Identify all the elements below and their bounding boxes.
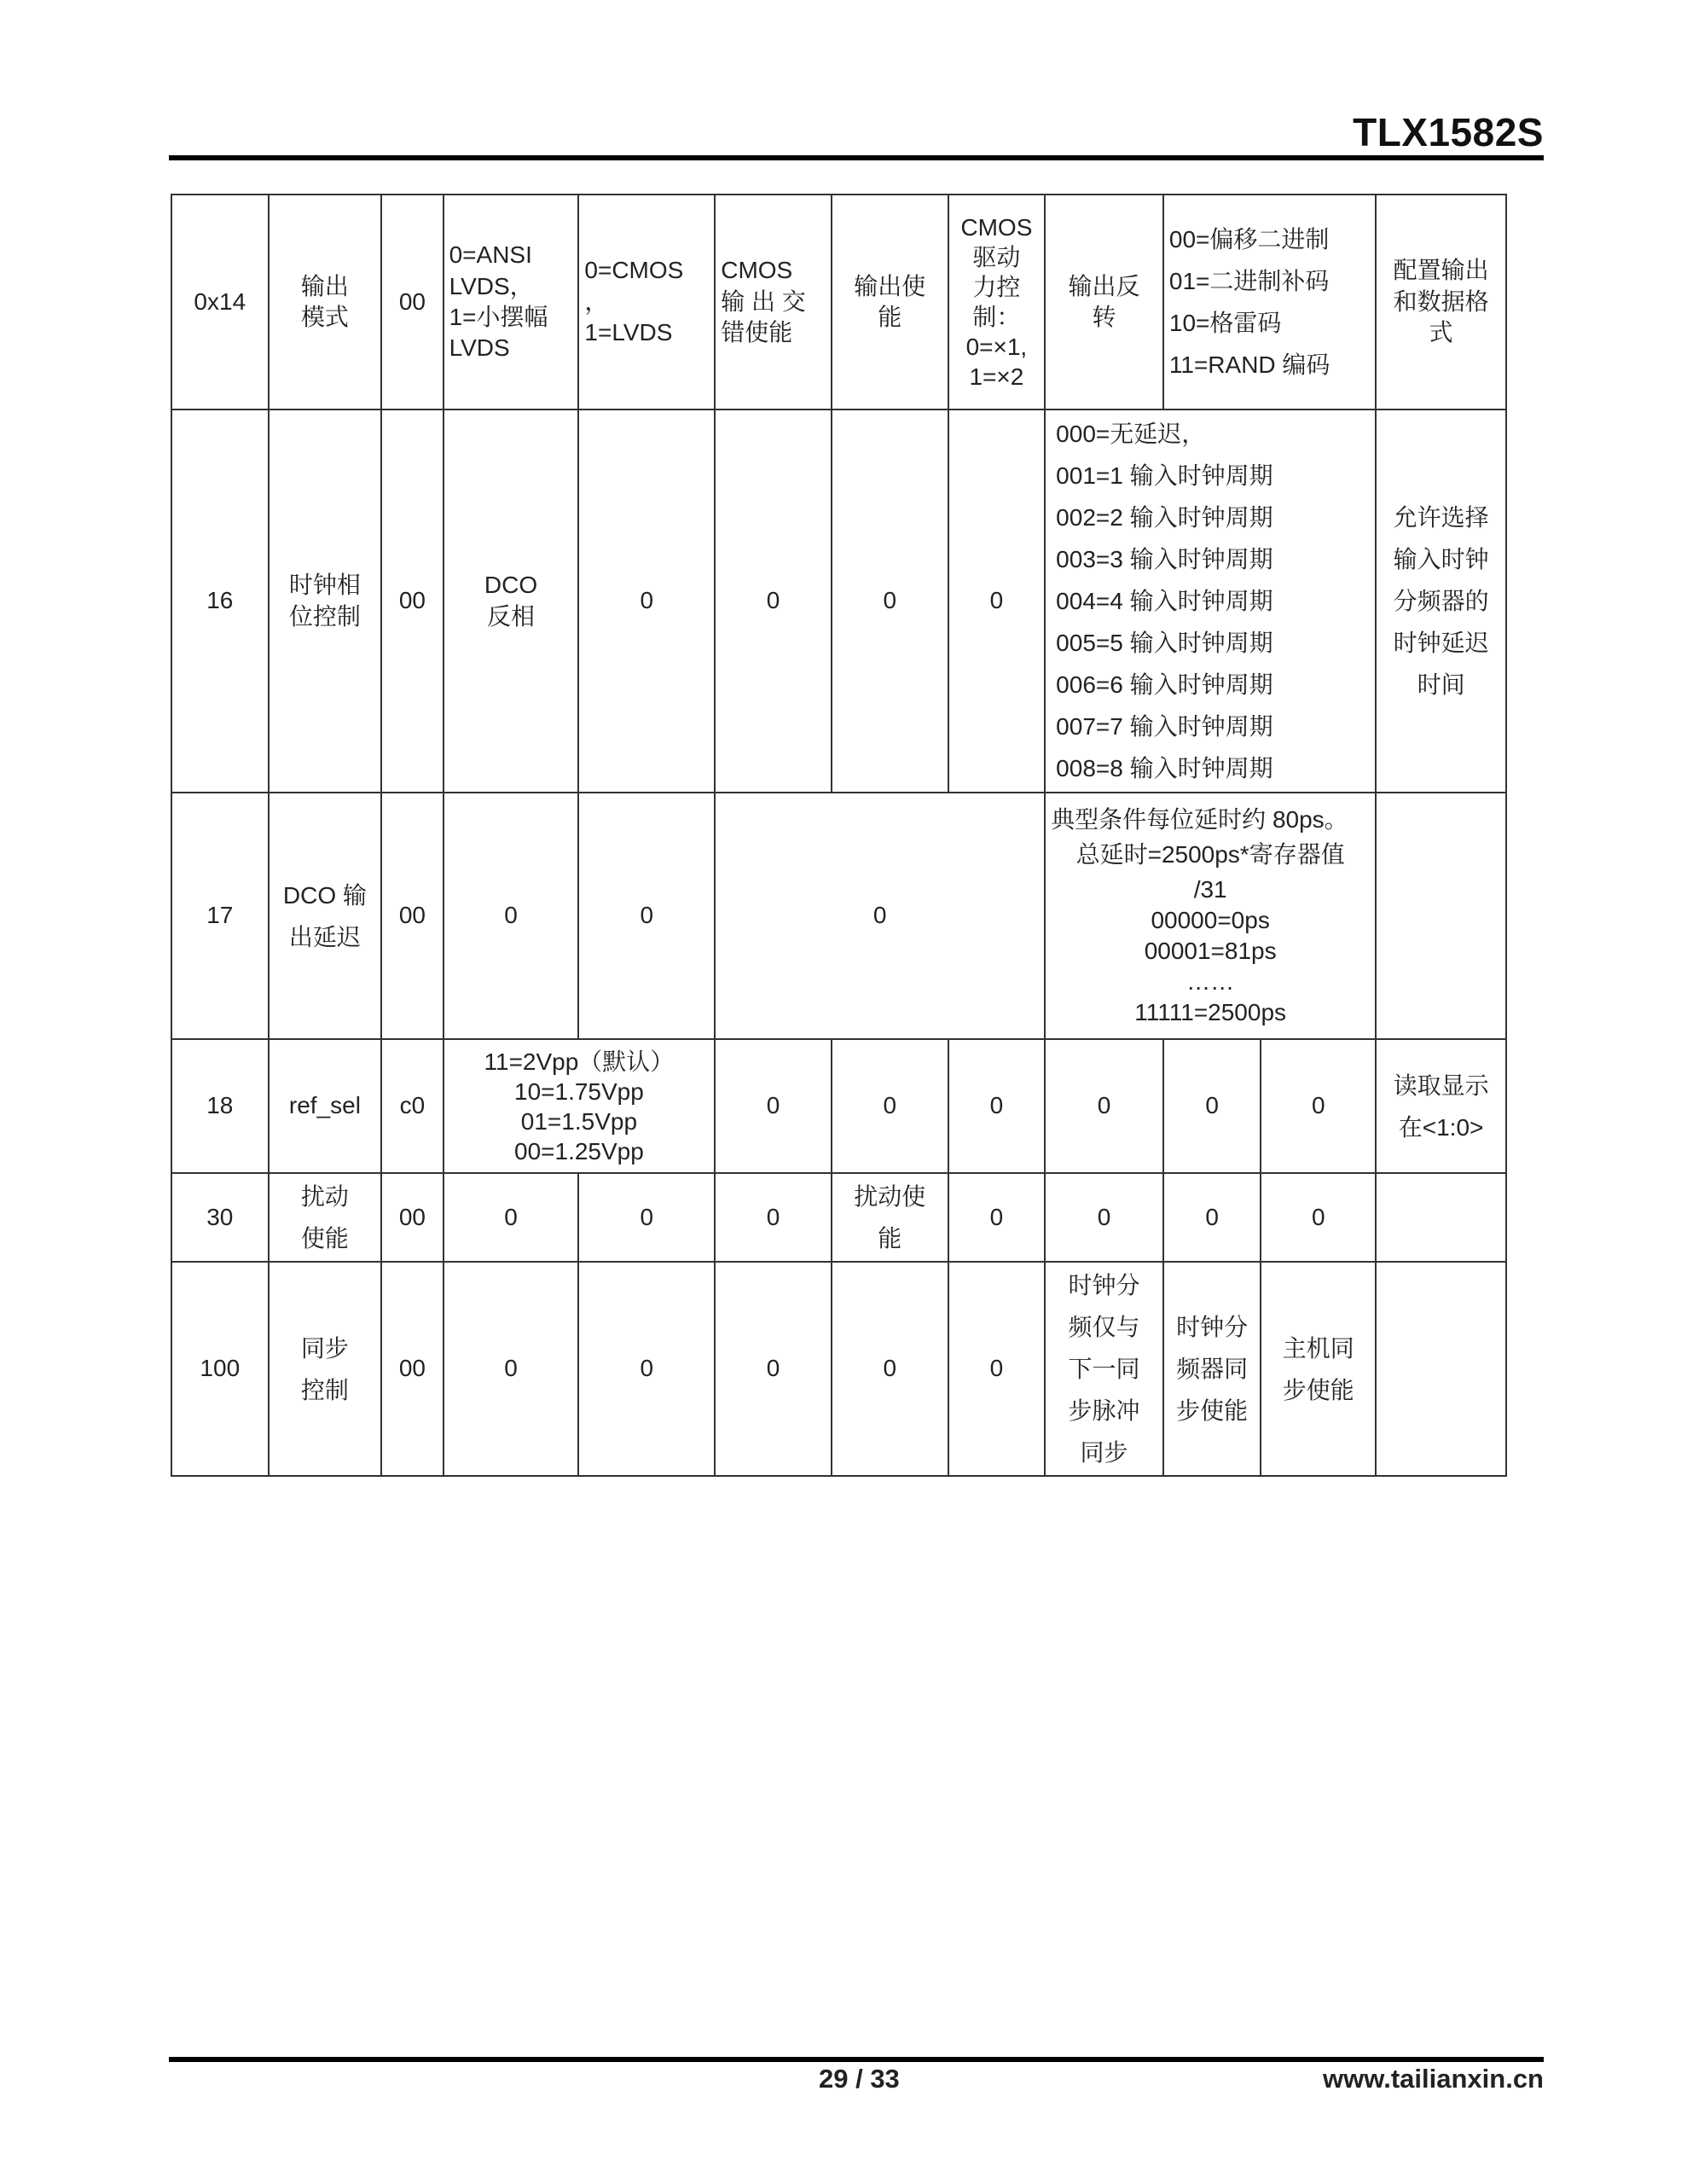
bit5-cell: 0 <box>715 1039 832 1173</box>
bit1-0-cell: 00=偏移二进制 01=二进制补码 10=格雷码 11=RAND 编码 <box>1163 195 1376 410</box>
register-name: ref_sel <box>269 1039 382 1173</box>
bit5-cell: 0 <box>715 410 832 793</box>
bit7-cell: 0 <box>443 793 579 1039</box>
register-name: 时钟相 位控制 <box>269 410 382 793</box>
table-row <box>171 1039 1506 1173</box>
description-cell: 配置输出 和数据格 式 <box>1376 195 1506 410</box>
bit5-cell: CMOS 输 出 交 错使能 <box>715 195 832 410</box>
bit6-cell: 0 <box>578 1173 715 1262</box>
bit7-cell: DCO 反相 <box>443 410 579 793</box>
bit1-cell: 0 <box>1163 1173 1261 1262</box>
bit3-cell: 0 <box>948 1039 1046 1173</box>
description-cell <box>1376 1173 1506 1262</box>
register-name: 输出 模式 <box>269 195 382 410</box>
register-address: 100 <box>171 1262 269 1476</box>
bit6-cell: 0 <box>578 1262 715 1476</box>
table-row <box>171 1262 1506 1476</box>
bit5-3-cell: 0 <box>715 793 1045 1039</box>
bit1-cell: 时钟分 频器同 步使能 <box>1163 1262 1261 1476</box>
bit7-cell: 0 <box>443 1262 579 1476</box>
bit2-0-cell: 典型条件每位延时约 80ps。 总延时=2500ps*寄存器值 /31 00000=0ps 00001=81ps …… 11111=2500ps <box>1045 793 1376 1039</box>
bit1-cell: 0 <box>1163 1039 1261 1173</box>
register-name: 扰动 使能 <box>269 1173 382 1262</box>
page-number: 29 / 33 <box>819 2064 900 2094</box>
table-row <box>171 195 1506 410</box>
bit3-cell: CMOS 驱动 力控 制： 0=×1, 1=×2 <box>948 195 1046 410</box>
description-cell <box>1376 1262 1506 1476</box>
register-table <box>171 194 1507 1477</box>
description-cell <box>1376 793 1506 1039</box>
bit2-cell: 0 <box>1045 1173 1163 1262</box>
table-row <box>171 1173 1506 1262</box>
bit6-cell: 0 <box>578 410 715 793</box>
bit3-cell: 0 <box>948 1262 1046 1476</box>
bit4-cell: 输出使 能 <box>832 195 948 410</box>
bit4-cell: 扰动使 能 <box>832 1173 948 1262</box>
default-value: c0 <box>381 1039 443 1173</box>
bit2-0-cell: 000=无延迟， 001=1 输入时钟周期 002=2 输入时钟周期 003=3 输入时钟周期 004=4 输入时钟周期 005=5 输入时钟周期 006=6 输入时钟周期 007=7 输入时钟周期 008=8 输入时钟周期 <box>1045 410 1376 793</box>
bit2-cell: 输出反 转 <box>1045 195 1163 410</box>
default-value: 00 <box>381 1262 443 1476</box>
brand-title: TLX1582S <box>1353 110 1544 154</box>
register-name: DCO 输 出延迟 <box>269 793 382 1039</box>
bit3-cell: 0 <box>948 410 1046 793</box>
bit0-cell: 0 <box>1261 1173 1376 1262</box>
website-link[interactable]: www.tailianxin.cn <box>1323 2064 1544 2094</box>
description-cell: 读取显示 在<1:0> <box>1376 1039 1506 1173</box>
register-address: 17 <box>171 793 269 1039</box>
bit2-cell: 0 <box>1045 1039 1163 1173</box>
register-address: 30 <box>171 1173 269 1262</box>
bit2-cell: 时钟分 频仅与 下一同 步脉冲 同步 <box>1045 1262 1163 1476</box>
default-value: 00 <box>381 793 443 1039</box>
bit3-cell: 0 <box>948 1173 1046 1262</box>
bit4-cell: 0 <box>832 410 948 793</box>
bit7-cell: 0 <box>443 1173 579 1262</box>
bit7-6-cell: 11=2Vpp（默认） 10=1.75Vpp 01=1.5Vpp 00=1.25Vpp <box>443 1039 716 1173</box>
footer-rule <box>169 2057 1544 2062</box>
bit6-cell: 0 <box>578 793 715 1039</box>
table-row <box>171 410 1506 793</box>
bit5-cell: 0 <box>715 1262 832 1476</box>
register-address: 0x14 <box>171 195 269 410</box>
description-cell: 允许选择 输入时钟 分频器的 时钟延迟 时间 <box>1376 410 1506 793</box>
bit6-cell: 0=CMOS ， 1=LVDS <box>578 195 715 410</box>
bit4-cell: 0 <box>832 1262 948 1476</box>
bit0-cell: 主机同 步使能 <box>1261 1262 1376 1476</box>
bit4-cell: 0 <box>832 1039 948 1173</box>
bit0-cell: 0 <box>1261 1039 1376 1173</box>
default-value: 00 <box>381 410 443 793</box>
default-value: 00 <box>381 195 443 410</box>
register-name: 同步 控制 <box>269 1262 382 1476</box>
bit5-cell: 0 <box>715 1173 832 1262</box>
register-address: 16 <box>171 410 269 793</box>
header-rule <box>169 155 1544 160</box>
default-value: 00 <box>381 1173 443 1262</box>
bit7-cell: 0=ANSI LVDS， 1=小摆幅 LVDS <box>443 195 579 410</box>
register-address: 18 <box>171 1039 269 1173</box>
table-row <box>171 793 1506 1039</box>
